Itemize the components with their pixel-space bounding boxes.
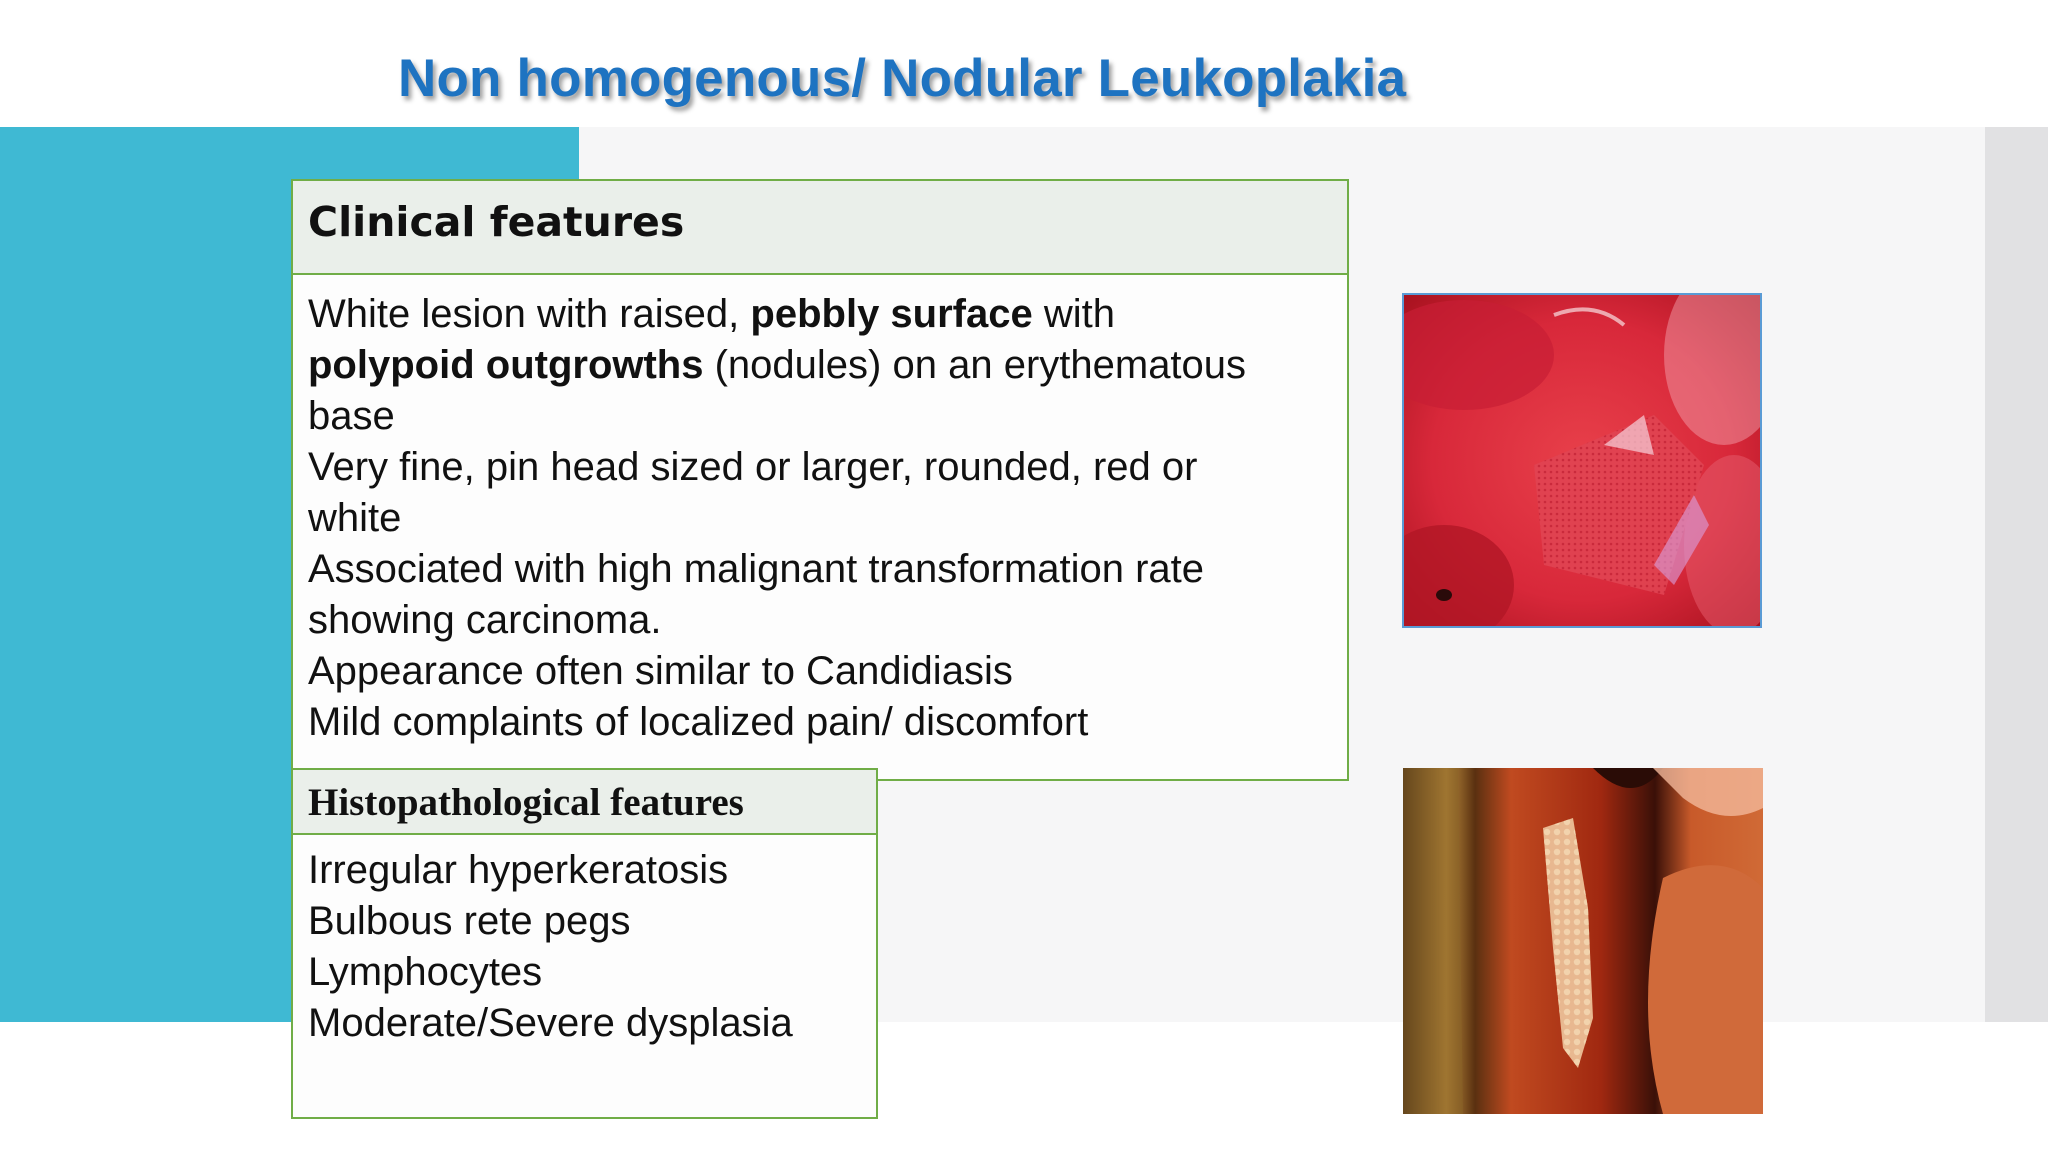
clinical-line-6: Associated with high malignant transformation rate	[308, 547, 1205, 591]
clinical-features-heading: Clinical features	[293, 181, 1347, 275]
clinical-line-1	[308, 289, 1332, 340]
clinical-features-body	[293, 275, 1347, 748]
clinical-line-9: Mild complaints of localized pain/ discomfort	[308, 700, 1089, 744]
clinical-line-2	[308, 340, 1332, 391]
clinical-photo-buccal-lesion	[1403, 768, 1763, 1114]
clinical-line-5: white	[308, 496, 402, 540]
clinical-line-8: Appearance often similar to Candidiasis	[308, 649, 1013, 693]
histo-item: Irregular hyperkeratosis	[308, 848, 729, 892]
clinical-line-1-bold: pebbly surface	[750, 292, 1033, 336]
clinical-line-2-bold: polypoid outgrowths	[308, 343, 704, 387]
right-gray-strip	[1985, 127, 2048, 1022]
clinical-line-1-text-b: with	[1032, 292, 1115, 336]
clinical-line-3: base	[308, 394, 395, 438]
histopathological-features-heading: Histopathological features	[293, 770, 876, 835]
slide-title: Non homogenous/ Nodular Leukoplakia	[398, 49, 1407, 108]
clinical-features-box	[291, 179, 1349, 781]
histopathological-features-body	[293, 835, 876, 1049]
histopathological-features-box	[291, 768, 878, 1119]
clinical-photo-palate-lesion	[1402, 293, 1762, 628]
histo-item: Lymphocytes	[308, 950, 543, 994]
histo-item: Moderate/Severe dysplasia	[308, 1001, 793, 1045]
histo-item: Bulbous rete pegs	[308, 899, 631, 943]
clinical-line-1-text-a: White lesion with raised,	[308, 292, 751, 336]
clinical-line-2-text: (nodules) on an erythematous	[703, 343, 1247, 387]
clinical-line-7: showing carcinoma.	[308, 598, 662, 642]
clinical-line-4: Very fine, pin head sized or larger, rounded, red or	[308, 445, 1198, 489]
